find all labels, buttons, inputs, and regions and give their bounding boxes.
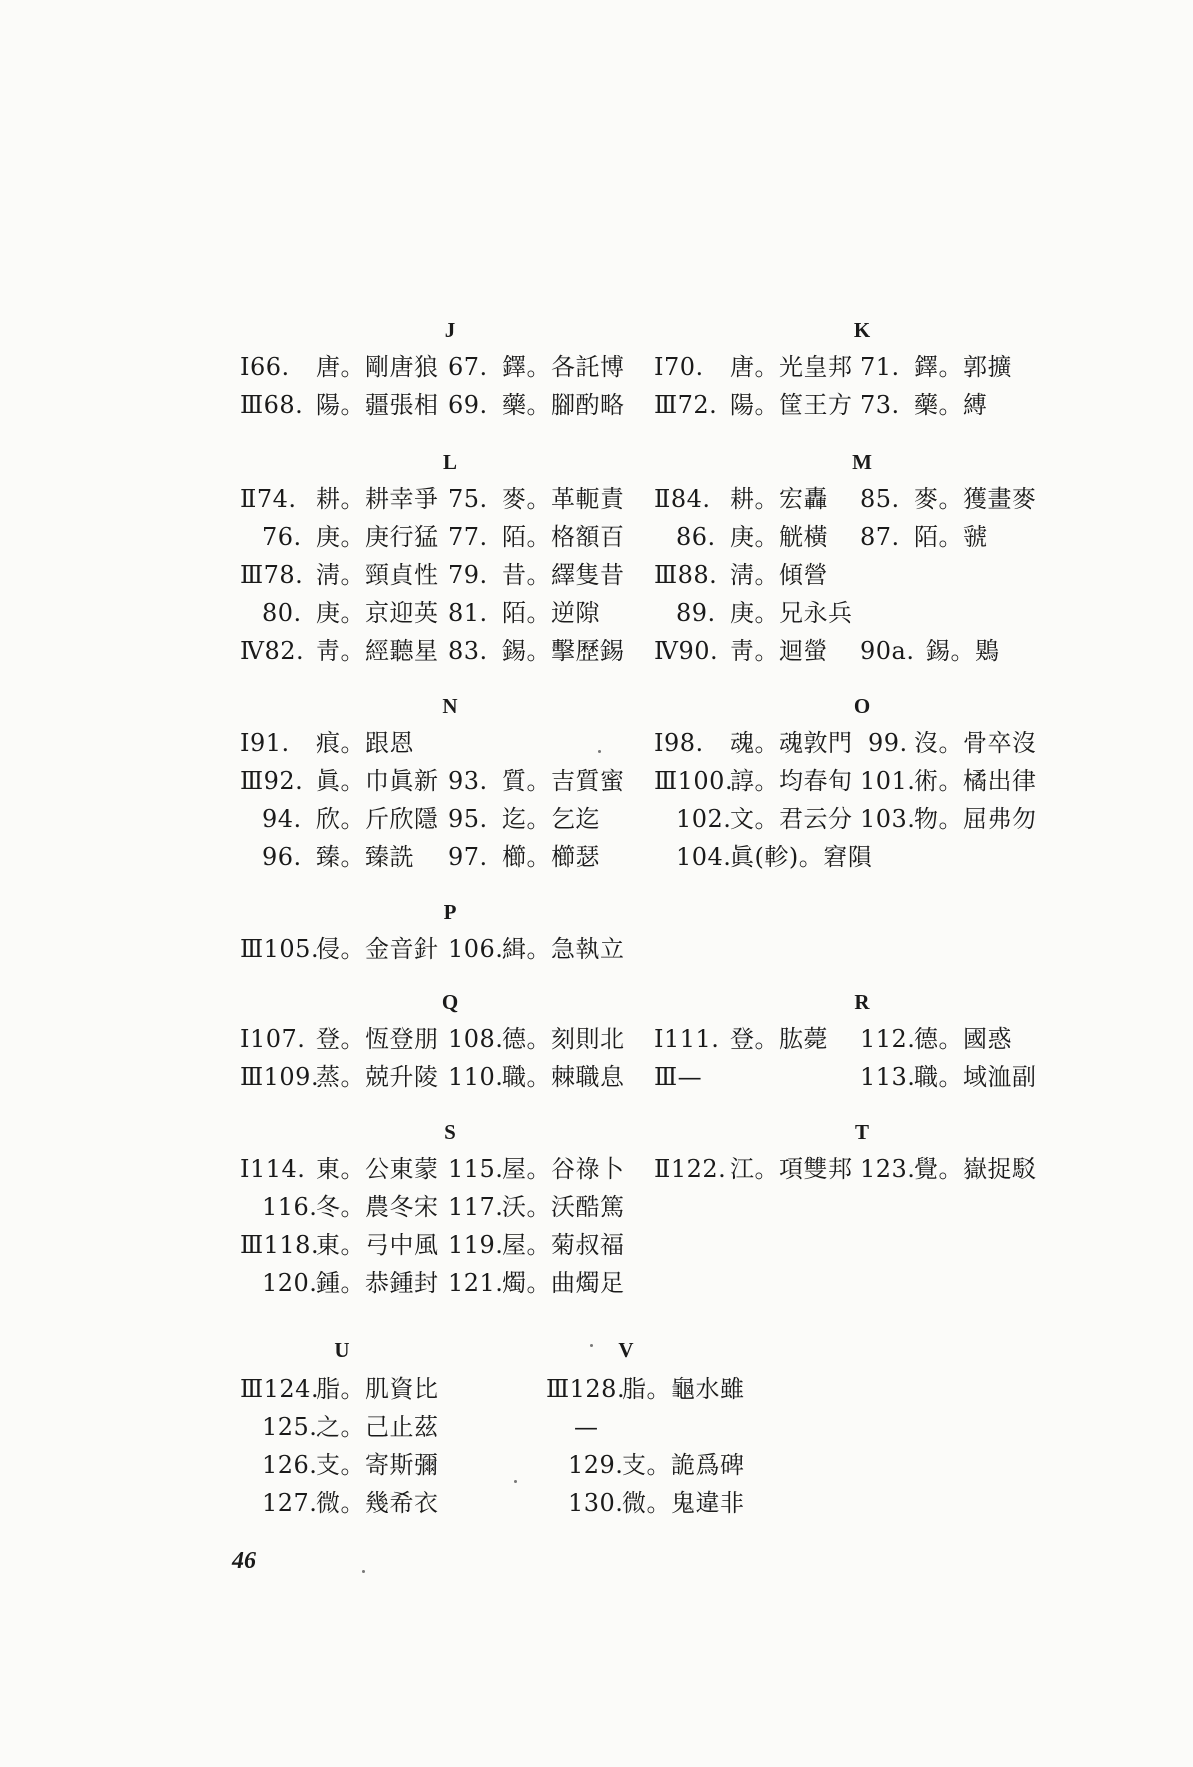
section-header-s: S: [444, 1120, 456, 1144]
entry-number: 71.: [860, 353, 900, 381]
section-header-u: U: [334, 1338, 350, 1362]
entry-text: 脂。肌資比: [316, 1375, 439, 1403]
entry-text: 欣。斤欣隱: [316, 805, 439, 833]
entry-text: 錫。擊歷錫: [502, 637, 625, 665]
entry-number: Ⅰ91.: [240, 729, 290, 757]
entry-text: 燭。曲燭足: [502, 1269, 625, 1297]
entry-text: 微。幾希衣: [316, 1489, 439, 1517]
entry-text: 櫛。櫛瑟: [502, 843, 600, 871]
entry-number: 83.: [448, 637, 488, 665]
entry-number: 120.: [262, 1269, 318, 1297]
entry-number: Ⅲ72.: [654, 391, 718, 419]
entry-text: 藥。縛: [914, 391, 988, 419]
section-header-q: Q: [441, 990, 459, 1014]
entry-number: 127.: [262, 1489, 318, 1517]
entry-number: 101.: [860, 767, 916, 795]
entry-text: 侵。金音針: [316, 935, 439, 963]
entry-number: 75.: [448, 485, 488, 513]
entry-text: 德。刻則北: [502, 1025, 625, 1053]
entry-number: Ⅰ107.: [240, 1025, 306, 1053]
entry-text: 眞。巾眞新: [316, 767, 439, 795]
entry-text: 庚。京迎英: [316, 599, 439, 627]
entry-text: 淸。頸貞性: [316, 561, 439, 589]
section-header-p: P: [443, 900, 457, 924]
page-number: 46: [232, 1548, 256, 1574]
entry-text: 之。己止茲: [316, 1413, 439, 1441]
entry-text: 陽。疆張相: [316, 391, 439, 419]
entry-number: 95.: [448, 805, 488, 833]
entry-number: 125.: [262, 1413, 318, 1441]
entry-text: 東。公東蒙: [316, 1155, 439, 1183]
entry-text: 德。國惑: [914, 1025, 1012, 1053]
entry-number: 94.: [262, 805, 302, 833]
entry-number: 87.: [860, 523, 900, 551]
entry-number: 97.: [448, 843, 488, 871]
entry-number: Ⅰ114.: [240, 1155, 306, 1183]
entry-text: 陌。虢: [914, 523, 988, 551]
section-header-r: R: [854, 990, 870, 1014]
entry-number: 115.: [448, 1155, 504, 1183]
entry-text: 支。詭爲碑: [622, 1451, 745, 1479]
section-header-o: O: [853, 694, 871, 718]
entry-number: 81.: [448, 599, 488, 627]
entry-text: 屋。谷祿卜: [502, 1155, 625, 1183]
entry-text: 登。肱薨: [730, 1025, 828, 1053]
entry-number: Ⅲ88.: [654, 561, 718, 589]
entry-text: 鍾。恭鍾封: [316, 1269, 439, 1297]
entry-number: 108.: [448, 1025, 504, 1053]
entry-number: 99.: [868, 729, 908, 757]
entry-text: 迄。乞迄: [502, 805, 600, 833]
entry-number: 96.: [262, 843, 302, 871]
entry-number: Ⅲ100.: [654, 767, 734, 795]
entry-number: 90a.: [860, 637, 915, 665]
entry-number: Ⅲ92.: [240, 767, 304, 795]
entry-text: 錫。鶪: [926, 637, 1000, 665]
entry-text: 登。恆登朋: [316, 1025, 439, 1053]
entry-text: 臻。臻詵: [316, 843, 414, 871]
entry-text: 麥。獲畫麥: [914, 485, 1037, 513]
entry-number: 102.: [676, 805, 732, 833]
entry-text: 庚。觥橫: [730, 523, 828, 551]
entry-text: 靑。迴螢: [730, 637, 828, 665]
entry-text: 眞(軫)。窘隕: [730, 843, 873, 871]
entry-text: 陌。格額百: [502, 523, 625, 551]
entry-number: 80.: [262, 599, 302, 627]
entry-text: 魂。魂敦門: [730, 729, 853, 757]
entry-number: 93.: [448, 767, 488, 795]
entry-number: Ⅱ74.: [240, 485, 297, 513]
entry-text: 耕。耕幸爭: [316, 485, 439, 513]
entry-text: 脂。龜水雖: [622, 1375, 745, 1403]
section-header-m: M: [852, 450, 872, 474]
entry-text: 痕。跟恩: [316, 729, 414, 757]
entry-number: 67.: [448, 353, 488, 381]
entry-text: 職。域洫副: [914, 1063, 1037, 1091]
entry-number: Ⅲ128.: [546, 1375, 626, 1403]
entry-text: 諄。均春旬: [730, 767, 853, 795]
entry-number: Ⅲ118.: [240, 1231, 320, 1259]
section-header-t: T: [854, 1120, 869, 1144]
entry-number: 106.: [448, 935, 504, 963]
entry-text: 鐸。郭擴: [914, 353, 1012, 381]
entry-text: 庚。兄永兵: [730, 599, 853, 627]
print-speck: [598, 750, 601, 753]
section-header-n: N: [442, 694, 458, 718]
section-header-l: L: [442, 450, 457, 474]
entry-number: 89.: [676, 599, 716, 627]
entry-text: 緝。急執立: [502, 935, 625, 963]
section-header-j: J: [444, 318, 456, 342]
print-speck: [362, 1570, 365, 1573]
entry-number: Ⅱ84.: [654, 485, 711, 513]
section-header-k: K: [853, 318, 871, 342]
entry-number: 85.: [860, 485, 900, 513]
entry-text: 職。棘職息: [502, 1063, 625, 1091]
entry-number: Ⅲ124.: [240, 1375, 320, 1403]
entry-text: 術。橘出律: [914, 767, 1037, 795]
entry-text: 文。君云分: [730, 805, 853, 833]
entry-text: 麥。革軛責: [502, 485, 625, 513]
entry-text: 支。寄斯彌: [316, 1451, 439, 1479]
entry-number: Ⅲ109.: [240, 1063, 320, 1091]
entry-number: Ⅰ98.: [654, 729, 704, 757]
entry-number: 123.: [860, 1155, 916, 1183]
entry-number: 103.: [860, 805, 916, 833]
entry-number: 129.: [568, 1451, 624, 1479]
entry-number: 116.: [262, 1193, 318, 1221]
entry-text: 東。弓中風: [316, 1231, 439, 1259]
entry-number: Ⅳ90.: [654, 637, 719, 665]
entry-text: 陽。筐王方: [730, 391, 853, 419]
entry-number: 119.: [448, 1231, 504, 1259]
entry-text: 沒。骨卒沒: [914, 729, 1037, 757]
print-speck: [590, 1344, 593, 1347]
entry-text: 江。項雙邦: [730, 1155, 853, 1183]
entry-text: 沃。沃酷篤: [502, 1193, 625, 1221]
entry-text: 冬。農冬宋: [316, 1193, 439, 1221]
entry-number: Ⅳ82.: [240, 637, 305, 665]
entry-text: 靑。經聽星: [316, 637, 439, 665]
entry-number: 121.: [448, 1269, 504, 1297]
entry-number: Ⅰ70.: [654, 353, 704, 381]
entry-text: 微。鬼違非: [622, 1489, 745, 1517]
entry-number: 117.: [448, 1193, 504, 1221]
entry-number: Ⅲ68.: [240, 391, 304, 419]
entry-text: 藥。腳酌略: [502, 391, 625, 419]
entry-text: 陌。逆隙: [502, 599, 600, 627]
entry-number: 104.: [676, 843, 732, 871]
print-speck: [514, 1480, 517, 1483]
entry-number: 113.: [860, 1063, 916, 1091]
entry-number: Ⅲ78.: [240, 561, 304, 589]
entry-number: Ⅰ111.: [654, 1025, 720, 1053]
entry-number: Ⅱ122.: [654, 1155, 727, 1183]
entry-number: 126.: [262, 1451, 318, 1479]
entry-number: 112.: [860, 1025, 916, 1053]
entry-text: 鐸。各託博: [502, 353, 625, 381]
entry-number: 110.: [448, 1063, 504, 1091]
entry-number: 86.: [676, 523, 716, 551]
entry-number: Ⅲ105.: [240, 935, 320, 963]
entry-text: 覺。嶽捉駁: [914, 1155, 1037, 1183]
entry-text: 唐。光皇邦: [730, 353, 853, 381]
entry-text: —: [574, 1413, 599, 1441]
entry-text: 物。屈弗勿: [914, 805, 1037, 833]
entry-text: 昔。繹隻昔: [502, 561, 625, 589]
entry-text: 質。吉質蜜: [502, 767, 625, 795]
entry-text: 屋。菊叔福: [502, 1231, 625, 1259]
entry-text: 庚。庚行猛: [316, 523, 439, 551]
entry-number: 73.: [860, 391, 900, 419]
entry-number: 76.: [262, 523, 302, 551]
entry-text: 蒸。兢升陵: [316, 1063, 439, 1091]
section-header-v: V: [618, 1338, 634, 1362]
entry-text: 淸。傾營: [730, 561, 828, 589]
entry-text: 耕。宏轟: [730, 485, 828, 513]
entry-number: 77.: [448, 523, 488, 551]
entry-number: 79.: [448, 561, 488, 589]
entry-text: 唐。剛唐狼: [316, 353, 439, 381]
entry-number: Ⅰ66.: [240, 353, 290, 381]
entry-number: 130.: [568, 1489, 624, 1517]
entry-number: Ⅲ—: [654, 1063, 703, 1091]
entry-number: 69.: [448, 391, 488, 419]
